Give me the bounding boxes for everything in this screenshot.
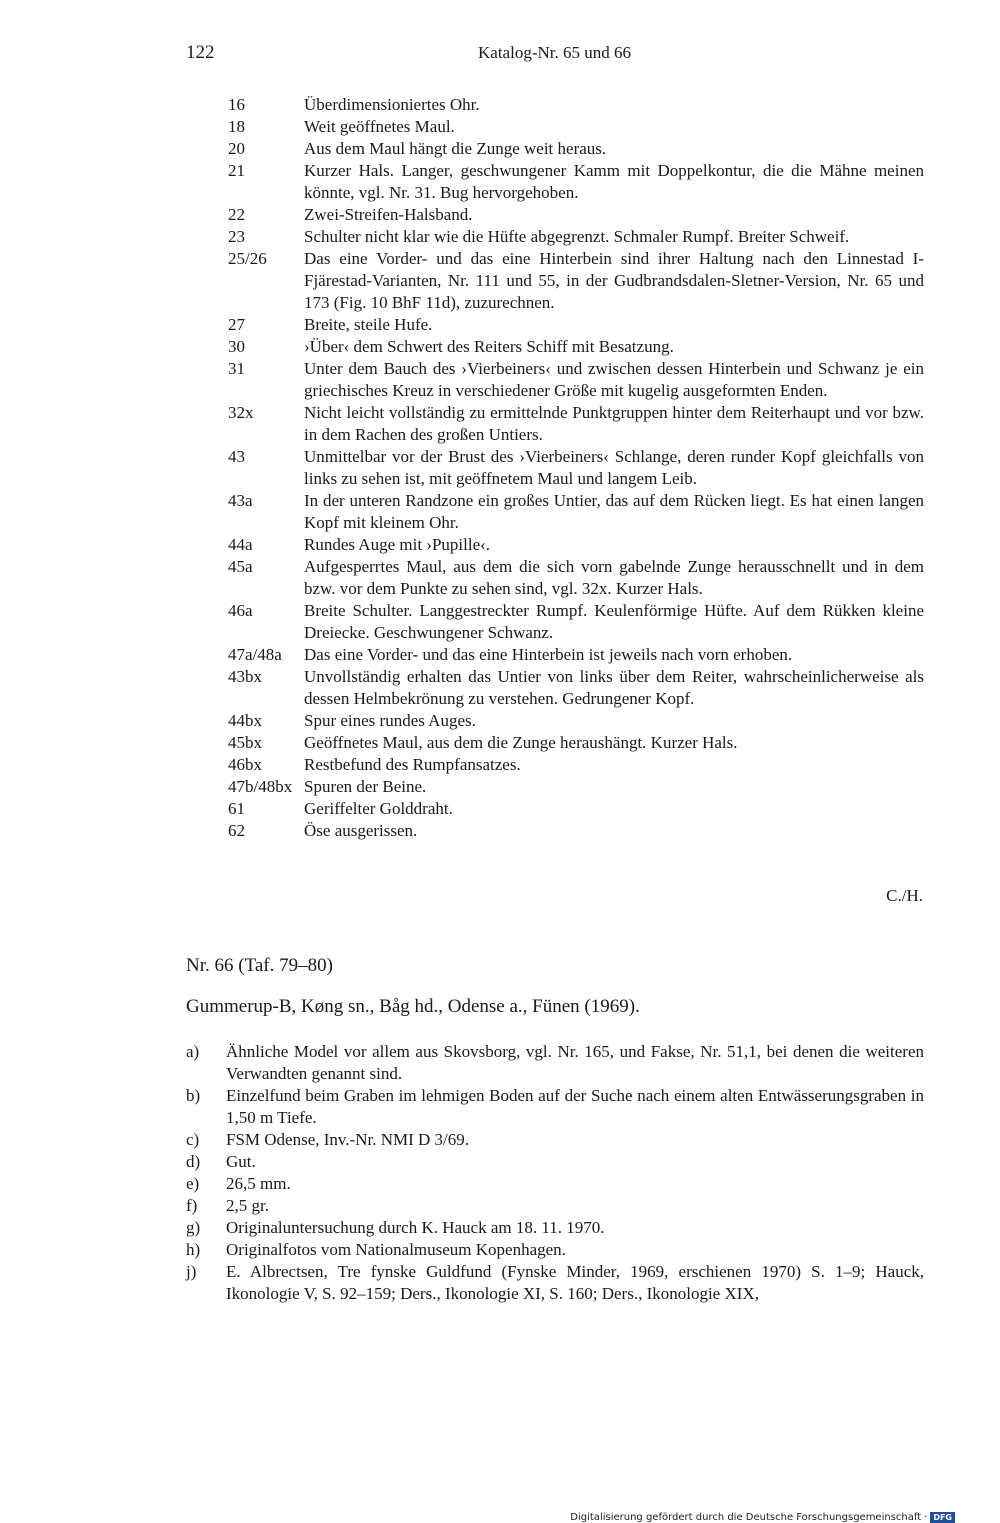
entry-row [228, 600, 924, 644]
entry-number: 44bx [228, 711, 262, 730]
entry-row [228, 314, 924, 336]
entry-number: 62 [228, 821, 245, 840]
reference-label: h) [186, 1240, 201, 1259]
entry-row [228, 138, 924, 160]
entry-row [228, 358, 924, 402]
entry-number: 32x [228, 403, 254, 422]
entry-row [228, 710, 924, 732]
entry-text: Unmittelbar vor der Brust des ›Vierbeiners‹ Schlange, deren runder Kopf gleichfalls von links zu sehen ist, mit geöffnetem Maul und langem Leib. [304, 447, 924, 488]
entry-text: Spur eines rundes Auges. [304, 711, 476, 730]
section-subheading: Gummerup-B, Køng sn., Båg hd., Odense a., Fünen (1969). [186, 996, 640, 1017]
entry-text: Geriffelter Golddraht. [304, 799, 453, 818]
page-number: 122 [186, 42, 215, 63]
entry-text: Breite, steile Hufe. [304, 315, 433, 334]
entry-row [228, 776, 924, 798]
entry-number: 45bx [228, 733, 262, 752]
entry-text: Rundes Auge mit ›Pupille‹. [304, 535, 491, 554]
reference-item [186, 1041, 924, 1085]
entry-number: 47b/48bx [228, 777, 293, 796]
entry-number: 30 [228, 337, 245, 356]
reference-label: j) [186, 1262, 197, 1281]
reference-text: 26,5 mm. [226, 1174, 291, 1193]
entry-text: Geöffnetes Maul, aus dem die Zunge heraushängt. Kurzer Hals. [304, 733, 738, 752]
entry-number: 23 [228, 227, 245, 246]
reference-list [186, 1041, 924, 1305]
entry-text: Schulter nicht klar wie die Hüfte abgegrenzt. Schmaler Rumpf. Breiter Schweif. [304, 227, 850, 246]
reference-item [186, 1129, 924, 1151]
entry-number: 43bx [228, 667, 262, 686]
entry-number: 27 [228, 315, 245, 334]
entry-row [228, 820, 924, 842]
reference-label: c) [186, 1130, 200, 1149]
footer-text: Digitalisierung gefördert durch die Deutsche Forschungsgemeinschaft [570, 1512, 922, 1523]
entry-row [228, 116, 924, 138]
entry-number: 20 [228, 139, 245, 158]
reference-label: b) [186, 1086, 201, 1105]
entry-number: 18 [228, 117, 245, 136]
entry-text: Zwei-Streifen-Halsband. [304, 205, 473, 224]
entry-number: 45a [228, 557, 253, 576]
entry-row [228, 490, 924, 534]
entry-number: 43a [228, 491, 253, 510]
entry-number: 43 [228, 447, 245, 466]
entry-text: Das eine Vorder- und das eine Hinterbein ist jeweils nach vorn erhoben. [304, 645, 793, 664]
entry-row [228, 402, 924, 446]
section-heading: Nr. 66 (Taf. 79–80) [186, 955, 333, 976]
entry-row [228, 754, 924, 776]
catalog-entries [228, 94, 924, 842]
reference-label: f) [186, 1196, 198, 1215]
entry-row [228, 336, 924, 358]
reference-item [186, 1173, 924, 1195]
author-signature: C./H. [886, 886, 923, 905]
entry-text: Das eine Vorder- und das eine Hinterbein sind ihrer Haltung nach den Linnestad I-Fjärestad-Varianten, Nr. 111 und 55, in der Gudbrandsdalen-Sletner-Version, Nr. 65 und 173 (Fig. 10 BhF 11d), zuzurechnen. [304, 249, 924, 312]
entry-row [228, 204, 924, 226]
entry-row [228, 446, 924, 490]
entry-text: Restbefund des Rumpfansatzes. [304, 755, 521, 774]
reference-item [186, 1151, 924, 1173]
entry-text: Überdimensioniertes Ohr. [304, 95, 480, 114]
entry-number: 61 [228, 799, 245, 818]
entry-number: 21 [228, 161, 245, 180]
entry-text: In der unteren Randzone ein großes Untier, das auf dem Rücken liegt. Es hat einen langen Kopf mit kleinem Ohr. [304, 491, 924, 532]
entry-row [228, 226, 924, 248]
running-head: Katalog-Nr. 65 und 66 [478, 43, 631, 62]
reference-item [186, 1239, 924, 1261]
reference-text: FSM Odense, Inv.-Nr. NMI D 3/69. [226, 1130, 470, 1149]
entry-number: 46bx [228, 755, 262, 774]
entry-text: Unter dem Bauch des ›Vierbeiners‹ und zwischen dessen Hinterbein und Schwanz je ein griechisches Kreuz in verschiedener Größe mit kugelig ausgeformten Enden. [304, 359, 924, 400]
entry-number: 16 [228, 95, 245, 114]
reference-item [186, 1195, 924, 1217]
entry-number: 47a/48a [228, 645, 282, 664]
reference-item [186, 1217, 924, 1239]
entry-row [228, 534, 924, 556]
reference-label: a) [186, 1042, 200, 1061]
reference-text: Einzelfund beim Graben im lehmigen Boden auf der Suche nach einem alten Entwässerungsgraben in 1,50 m Tiefe. [226, 1086, 924, 1127]
entry-row [228, 666, 924, 710]
entry-row [228, 644, 924, 666]
entry-text: Kurzer Hals. Langer, geschwungener Kamm mit Doppelkontur, die die Mähne meinen könnte, vgl. Nr. 31. Bug hervorgehoben. [304, 161, 924, 202]
entry-text: Aufgesperrtes Maul, aus dem die sich vorn gabelnde Zunge herausschnellt und in dem bzw. vor dem Punkte zu sehen sind, vgl. 32x. Kurzer Hals. [304, 557, 924, 598]
entry-text: Breite Schulter. Langgestreckter Rumpf. Keulenförmige Hüfte. Auf dem Rükken kleine Dreiecke. Geschwungener Schwanz. [304, 601, 924, 642]
entry-text: Nicht leicht vollständig zu ermittelnde Punktgruppen hinter dem Reiterhaupt und vor bzw. in dem Rachen des großen Untiers. [304, 403, 924, 444]
entry-number: 22 [228, 205, 245, 224]
entry-number: 46a [228, 601, 253, 620]
reference-label: d) [186, 1152, 201, 1171]
reference-text: 2,5 gr. [226, 1196, 269, 1215]
reference-text: Originalfotos vom Nationalmuseum Kopenhagen. [226, 1240, 566, 1259]
reference-text: Gut. [226, 1152, 256, 1171]
entry-text: Spuren der Beine. [304, 777, 427, 796]
entry-row [228, 160, 924, 204]
reference-text: E. Albrectsen, Tre fynske Guldfund (Fynske Minder, 1969, erschienen 1970) S. 1–9; Hauck, Ikonologie V, S. 92–159; Ders., Ikonologie XI, S. 160; Ders., Ikonologie XIX, [226, 1262, 924, 1303]
entry-row [228, 248, 924, 314]
reference-item [186, 1261, 924, 1305]
entry-number: 31 [228, 359, 245, 378]
entry-row [228, 556, 924, 600]
entry-number: 44a [228, 535, 253, 554]
footer [570, 1512, 955, 1523]
entry-text: Weit geöffnetes Maul. [304, 117, 455, 136]
entry-text: ›Über‹ dem Schwert des Reiters Schiff mit Besatzung. [304, 337, 674, 356]
reference-label: g) [186, 1218, 201, 1237]
reference-item [186, 1085, 924, 1129]
entry-text: Aus dem Maul hängt die Zunge weit heraus. [304, 139, 607, 158]
footer-separator: · [924, 1512, 928, 1523]
entry-text: Unvollständig erhalten das Untier von links über dem Reiter, wahrscheinlicherweise als dessen Helmbekrönung zu verstehen. Gedrungener Kopf. [304, 667, 924, 708]
reference-label: e) [186, 1174, 200, 1193]
entry-row [228, 732, 924, 754]
reference-text: Ähnliche Model vor allem aus Skovsborg, vgl. Nr. 165, und Fakse, Nr. 51,1, bei denen die weiteren Verwandten genannt sind. [226, 1042, 924, 1083]
reference-text: Originaluntersuchung durch K. Hauck am 18. 11. 1970. [226, 1218, 605, 1237]
entry-number: 25/26 [228, 249, 267, 268]
entry-text: Öse ausgerissen. [304, 821, 418, 840]
entry-row [228, 94, 924, 116]
entry-row [228, 798, 924, 820]
dfg-logo-icon: DFG [930, 1512, 955, 1523]
